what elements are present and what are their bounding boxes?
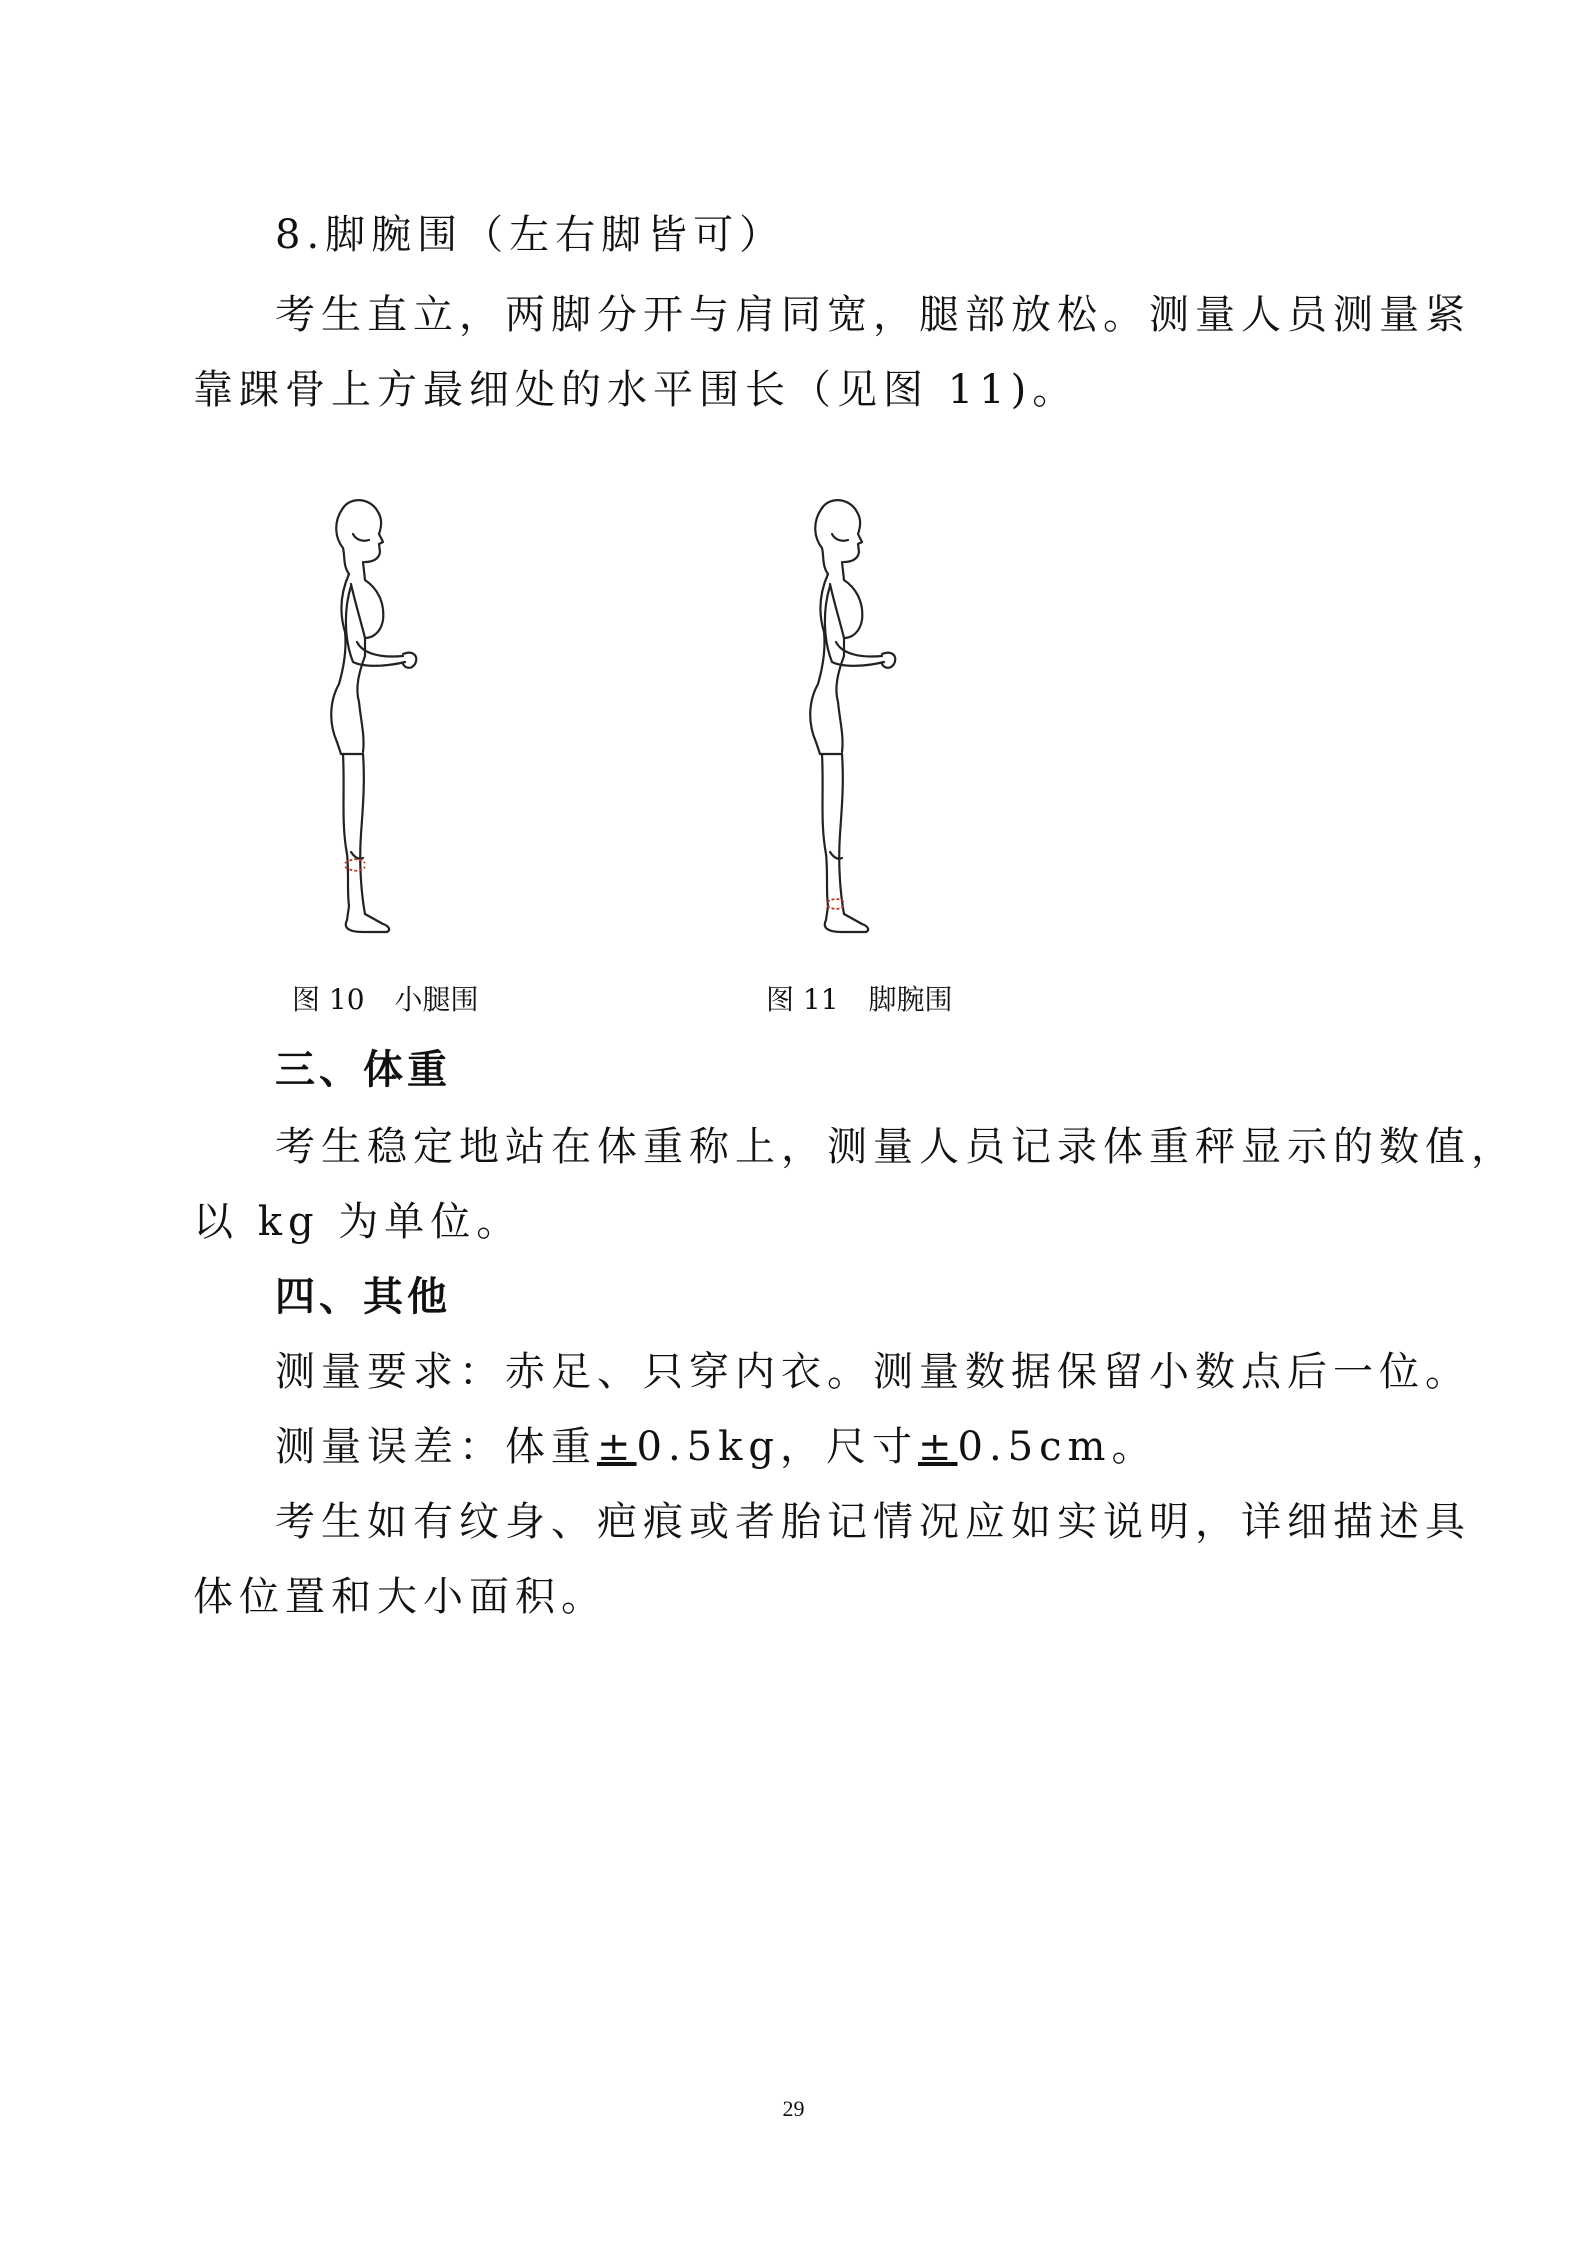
figure-11-caption-text: 脚腕围 (868, 983, 953, 1016)
section-4-paragraph-line-2: 体位置和大小面积。 (193, 1574, 607, 1620)
measurement-requirements: 测量要求：赤足、只穿内衣。测量数据保留小数点后一位。 (275, 1349, 1471, 1395)
section-8-paragraph-line-1: 考生直立，两脚分开与肩同宽，腿部放松。测量人员测量紧 (275, 292, 1471, 338)
section-3-heading: 三、体重 (275, 1047, 451, 1093)
section-8-title: 8.脚腕围（左右脚皆可） (275, 212, 786, 258)
section-4-heading: 四、其他 (275, 1274, 451, 1320)
figure-11-caption-number: 图 11 (766, 983, 839, 1016)
plus-minus-sign: ± (917, 1424, 958, 1470)
standing-woman-calf-illustration (193, 462, 573, 947)
size-tolerance: 0.5cm。 (957, 1424, 1158, 1470)
measurement-error (275, 1422, 1157, 1472)
standing-woman-ankle-illustration (672, 462, 1052, 947)
figure-10-caption (292, 982, 479, 1018)
section-8-paragraph-line-2: 靠踝骨上方最细处的水平围长（见图 11)。 (193, 367, 1079, 413)
plus-minus-sign: ± (597, 1424, 637, 1470)
figure-11-caption (766, 982, 953, 1018)
page-number: 29 (782, 2096, 805, 2121)
figure-10-caption-number: 图 10 (292, 983, 365, 1016)
measurement-error-label: 测量误差：体重 (275, 1424, 597, 1470)
figure-10-caption-text: 小腿围 (394, 983, 479, 1016)
section-3-paragraph-line-1: 考生稳定地站在体重称上，测量人员记录体重秤显示的数值， (275, 1124, 1517, 1170)
section-4-paragraph-line-1: 考生如有纹身、疤痕或者胎记情况应如实说明，详细描述具 (275, 1499, 1471, 1545)
section-3-paragraph-line-2: 以 kg 为单位。 (193, 1199, 523, 1245)
weight-tolerance: 0.5kg，尺寸 (636, 1424, 918, 1470)
figure-11-ankle-circumference (672, 462, 1052, 947)
figure-10-calf-circumference (193, 462, 573, 947)
